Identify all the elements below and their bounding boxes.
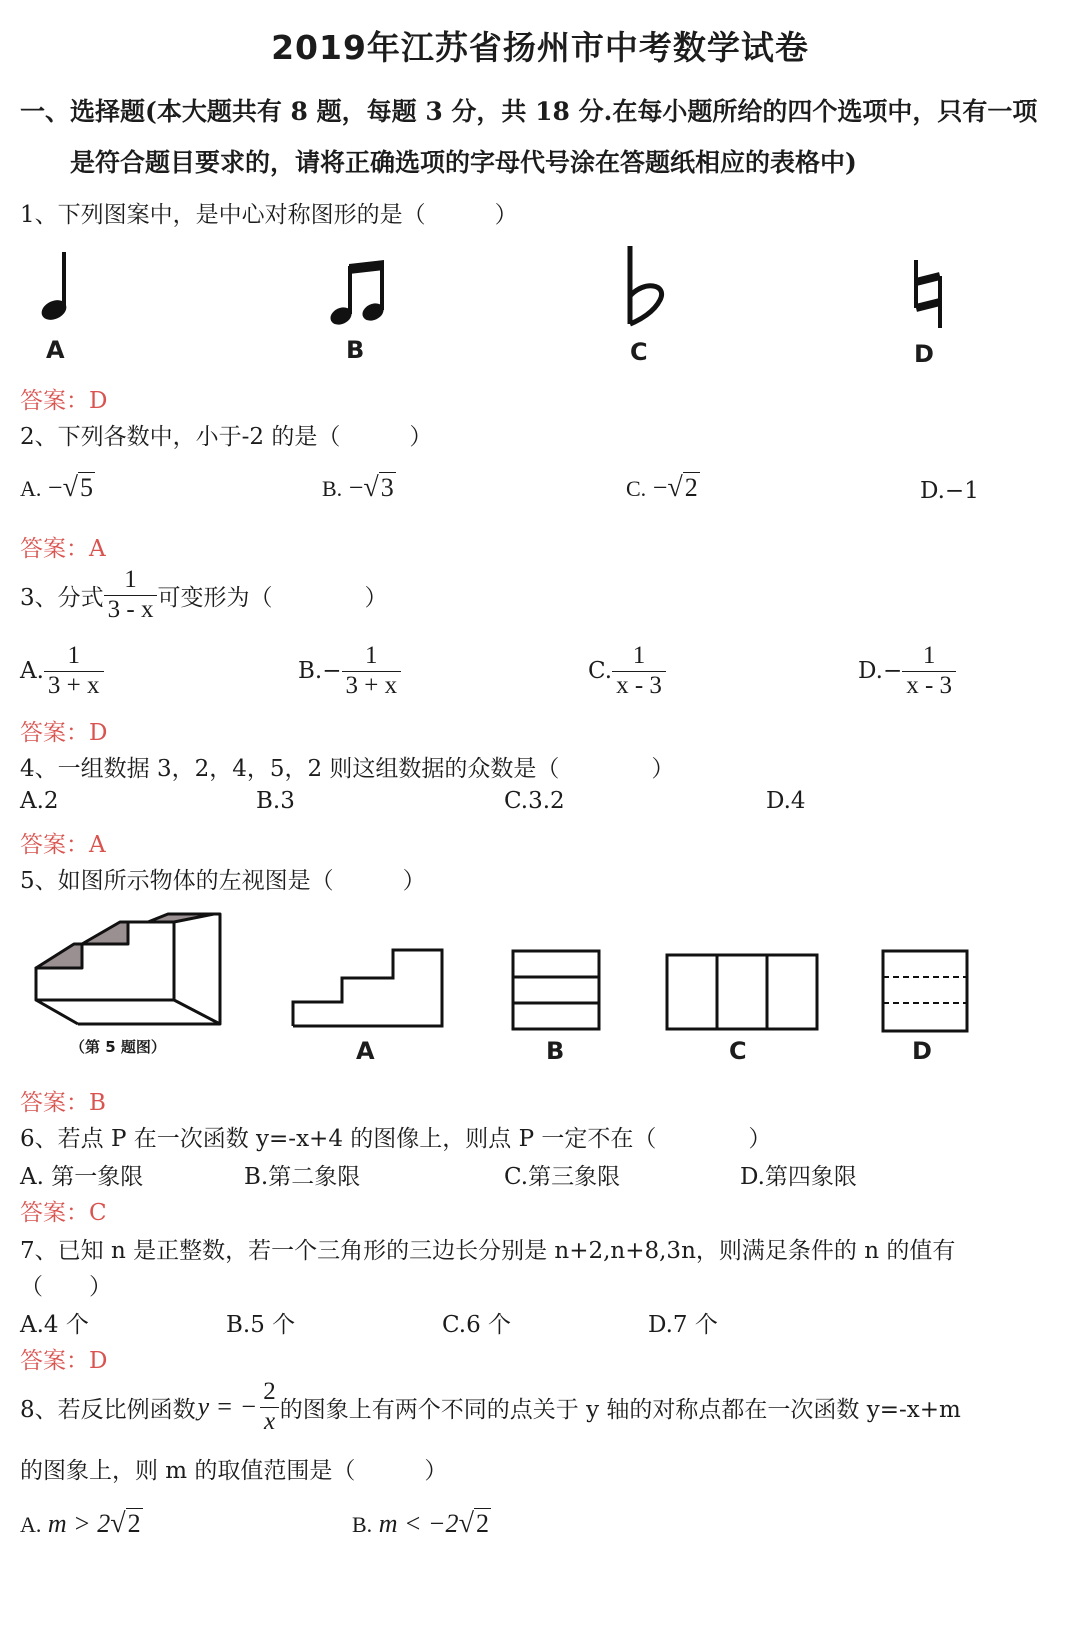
- question-5-answer: 答案：B: [20, 1090, 106, 1116]
- q8-option-b: B. m < −2√2: [352, 1508, 489, 1539]
- q5-label-c: C: [729, 1037, 747, 1065]
- q3-option-c: C. $\frac{1}{x - 3}$: [588, 642, 666, 701]
- staircase-solid-figure: [28, 908, 228, 1032]
- q7-option-b: B.5 个: [226, 1312, 296, 1338]
- figure-5-caption: （第 5 题图）: [70, 1038, 166, 1056]
- q8-option-a: A. m > 2√2: [20, 1508, 141, 1539]
- q5-option-c-figure: [664, 952, 820, 1032]
- q5-label-d: D: [912, 1037, 932, 1065]
- q3-option-a: A. $\frac{1}{3 + x}$: [20, 642, 104, 701]
- q3-option-d: D. − $\frac{1}{x - 3}$: [858, 642, 956, 701]
- quarter-note-icon: [30, 248, 90, 328]
- q2-option-a: A. −√5: [20, 472, 93, 503]
- q8-fraction: $\frac{2}{x}$: [259, 1378, 280, 1437]
- q4-option-d: D.4: [766, 788, 806, 814]
- question-3-stem: 3、分式 $\frac{1}{3 - x}$ 可变形为（ ）: [20, 566, 388, 623]
- q2-option-c: C. −√2: [626, 472, 698, 503]
- question-8-stem-cont: 的图象上，则 m 的取值范围是（ ）: [20, 1458, 448, 1484]
- question-4-stem: 4、一组数据 3，2，4，5，2 则这组数据的众数是（ ）: [20, 756, 675, 782]
- q4-option-b: B.3: [256, 788, 295, 814]
- q1-label-a: A: [46, 336, 65, 364]
- question-6-stem: 6、若点 P 在一次函数 y=-x+4 的图像上，则点 P 一定不在（ ）: [20, 1126, 772, 1152]
- q4-option-a: A.2: [20, 788, 59, 814]
- q6-option-b: B.第二象限: [244, 1164, 361, 1190]
- q3-stem-fraction: $\frac{1}{3 - x}$: [104, 566, 158, 625]
- question-7-stem-cont: （ ）: [20, 1274, 112, 1300]
- question-2-answer: 答案：A: [20, 536, 106, 562]
- question-7-stem: 7、已知 n 是正整数，若一个三角形的三边长分别是 n+2,n+8,3n，则满足条件的 n 的值有: [20, 1238, 956, 1264]
- question-3-answer: 答案：D: [20, 720, 108, 746]
- q5-option-b-figure: [510, 948, 602, 1032]
- eighth-notes-icon: [322, 256, 392, 330]
- q1-label-b: B: [346, 336, 365, 364]
- section-heading-line2: 是符合题目要求的，请将正确选项的字母代号涂在答题纸相应的表格中): [70, 148, 857, 177]
- q2-option-b: B. −√3: [322, 472, 394, 503]
- q7-option-a: A.4 个: [20, 1312, 89, 1338]
- question-6-answer: 答案：C: [20, 1200, 107, 1226]
- question-7-answer: 答案：D: [20, 1348, 108, 1374]
- question-5-stem: 5、如图所示物体的左视图是（ ）: [20, 868, 426, 894]
- q5-label-a: A: [356, 1037, 375, 1065]
- question-1-answer: 答案：D: [20, 388, 108, 414]
- question-4-answer: 答案：A: [20, 832, 106, 858]
- page-title: 2019年江苏省扬州市中考数学试卷: [271, 28, 809, 67]
- q7-option-d: D.7 个: [648, 1312, 718, 1338]
- q7-option-c: C.6 个: [442, 1312, 512, 1338]
- question-8-stem: 8、若反比例函数 y = − $\frac{2}{x}$ 的图象上有两个不同的点关于 y 轴的对称点都在一次函数 y=-x+m: [20, 1378, 961, 1435]
- question-2-stem: 2、下列各数中，小于-2 的是（ ）: [20, 424, 433, 450]
- q2-option-d: D.−1: [920, 478, 979, 504]
- q3-option-b: B. − $\frac{1}{3 + x}$: [298, 642, 401, 701]
- q1-label-d: D: [914, 340, 934, 368]
- section-heading-line1: 一、选择题(本大题共有 8 题，每题 3 分，共 18 分.在每小题所给的四个选项中，只有一项: [20, 97, 1038, 126]
- flat-sign-icon: [616, 244, 676, 330]
- q5-option-a-figure: [290, 946, 446, 1030]
- q6-option-d: D.第四象限: [740, 1164, 857, 1190]
- q6-option-a: A. 第一象限: [20, 1164, 144, 1190]
- q6-option-c: C.第三象限: [504, 1164, 621, 1190]
- q1-label-c: C: [630, 338, 648, 366]
- natural-sign-icon: [904, 256, 954, 332]
- q5-option-d-figure: [880, 948, 970, 1034]
- question-1-stem: 1、下列图案中，是中心对称图形的是（ ）: [20, 202, 518, 228]
- q4-option-c: C.3.2: [504, 788, 565, 814]
- q5-label-b: B: [546, 1037, 565, 1065]
